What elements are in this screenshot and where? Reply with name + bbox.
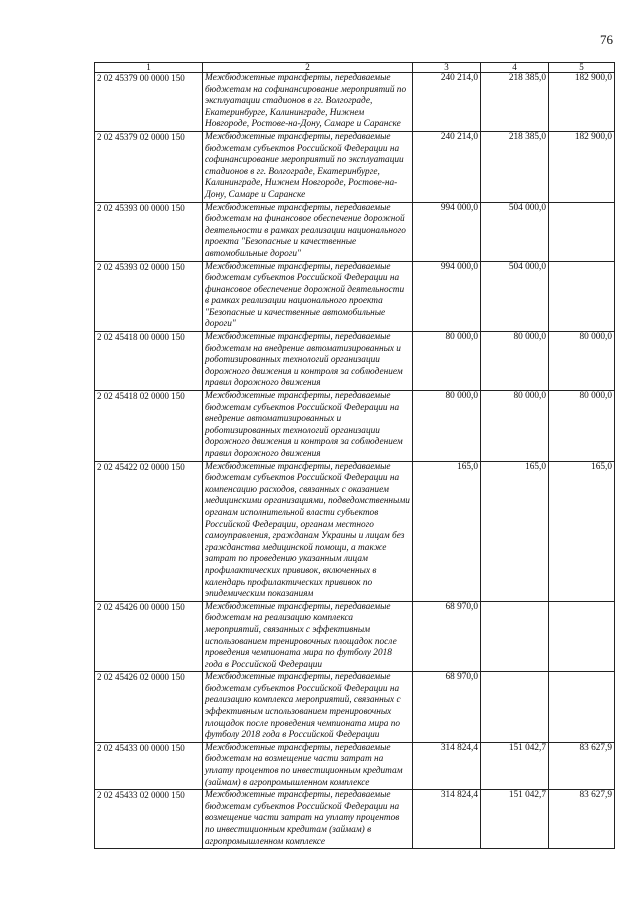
column-header-5: 5 bbox=[549, 63, 615, 73]
description-cell: Межбюджетные трансферты, передаваемые бюджетам субъектов Российской Федерации на внедрение автоматизированных и роботизированных технологий организации дорожного движения и контроля за соблюдением правил дорожного движения bbox=[203, 391, 413, 462]
description-cell: Межбюджетные трансферты, передаваемые бюджетам субъектов Российской Федерации на реализацию комплекса мероприятий, связанных с эффективным использованием тренировочных площадок после проведения чемпионата мира по футболу 2018 года в Российской Федерации bbox=[203, 672, 413, 743]
table-row bbox=[95, 461, 615, 601]
amount-col4-cell: 80 000,0 bbox=[481, 391, 549, 462]
amount-col5-cell: 182 900,0 bbox=[549, 131, 615, 202]
amount-col5-cell: 83 627,9 bbox=[549, 790, 615, 849]
page-number: 76 bbox=[600, 32, 613, 47]
table-row bbox=[95, 672, 615, 743]
budget-code-cell: 2 02 45393 02 0000 150 bbox=[95, 261, 203, 332]
amount-col4-cell: 80 000,0 bbox=[481, 332, 549, 391]
column-header-1: 1 bbox=[95, 63, 203, 73]
description-cell: Межбюджетные трансферты, передаваемые бюджетам субъектов Российской Федерации на софинансирование мероприятий по эксплуатации стадионов в гг. Волгограде, Екатеринбурге, Калининграде, Нижнем Новгороде, Ростове-на-Дону, Самаре и Саранске bbox=[203, 131, 413, 202]
budget-code-cell: 2 02 45426 02 0000 150 bbox=[95, 672, 203, 743]
amount-col3-cell: 240 214,0 bbox=[413, 131, 481, 202]
amount-col3-cell: 68 970,0 bbox=[413, 601, 481, 672]
budget-code-cell: 2 02 45379 00 0000 150 bbox=[95, 73, 203, 132]
description-cell: Межбюджетные трансферты, передаваемые бюджетам на финансовое обеспечение дорожной деятельности в рамках реализации национального проекта "Безопасные и качественные автомобильные дороги" bbox=[203, 202, 413, 261]
column-header-4: 4 bbox=[481, 63, 549, 73]
table-row bbox=[95, 202, 615, 261]
description-cell: Межбюджетные трансферты, передаваемые бюджетам на возмещение части затрат на уплату процентов по инвестиционным кредитам (займам) в агропромышленном комплексе bbox=[203, 742, 413, 789]
amount-col3-cell: 314 824,4 bbox=[413, 790, 481, 849]
budget-code-cell: 2 02 45426 00 0000 150 bbox=[95, 601, 203, 672]
amount-col5-cell bbox=[549, 202, 615, 261]
amount-col5-cell: 80 000,0 bbox=[549, 332, 615, 391]
amount-col4-cell: 218 385,0 bbox=[481, 73, 549, 132]
table-row bbox=[95, 261, 615, 332]
budget-code-cell: 2 02 45433 02 0000 150 bbox=[95, 790, 203, 849]
amount-col3-cell: 994 000,0 bbox=[413, 261, 481, 332]
budget-code-cell: 2 02 45418 00 0000 150 bbox=[95, 332, 203, 391]
budget-table bbox=[94, 62, 615, 849]
amount-col5-cell bbox=[549, 601, 615, 672]
column-header-3: 3 bbox=[413, 63, 481, 73]
table-row bbox=[95, 73, 615, 132]
table-row bbox=[95, 332, 615, 391]
column-header-2: 2 bbox=[203, 63, 413, 73]
amount-col4-cell: 218 385,0 bbox=[481, 131, 549, 202]
description-cell: Межбюджетные трансферты, передаваемые бюджетам субъектов Российской Федерации на финансовое обеспечение дорожной деятельности в рамках реализации национального проекта "Безопасные и качественные автомобильные дороги" bbox=[203, 261, 413, 332]
description-cell: Межбюджетные трансферты, передаваемые бюджетам субъектов Российской Федерации на компенсацию расходов, связанных с оказанием медицинскими организациями, подведомственными органам исполнительной власти субъектов Российской Федерации, органам местного самоуправления, гражданам Украины и лицам без гражданства медицинской помощи, а также затрат по проведению указанным лицам профилактических прививок, включенных в календарь профилактических прививок по эпидемическим показаниям bbox=[203, 461, 413, 601]
amount-col5-cell: 80 000,0 bbox=[549, 391, 615, 462]
amount-col5-cell: 83 627,9 bbox=[549, 742, 615, 789]
budget-code-cell: 2 02 45379 02 0000 150 bbox=[95, 131, 203, 202]
amount-col3-cell: 314 824,4 bbox=[413, 742, 481, 789]
table-row bbox=[95, 131, 615, 202]
table-row bbox=[95, 601, 615, 672]
amount-col3-cell: 165,0 bbox=[413, 461, 481, 601]
amount-col4-cell: 151 042,7 bbox=[481, 742, 549, 789]
amount-col4-cell: 504 000,0 bbox=[481, 261, 549, 332]
amount-col3-cell: 240 214,0 bbox=[413, 73, 481, 132]
budget-code-cell: 2 02 45418 02 0000 150 bbox=[95, 391, 203, 462]
amount-col3-cell: 80 000,0 bbox=[413, 391, 481, 462]
table-header-row bbox=[95, 63, 615, 73]
amount-col4-cell bbox=[481, 601, 549, 672]
description-cell: Межбюджетные трансферты, передаваемые бюджетам на реализацию комплекса мероприятий, связанных с эффективным использованием тренировочных площадок после проведения чемпионата мира по футболу 2018 года в Российской Федерации bbox=[203, 601, 413, 672]
budget-code-cell: 2 02 45422 02 0000 150 bbox=[95, 461, 203, 601]
description-cell: Межбюджетные трансферты, передаваемые бюджетам на внедрение автоматизированных и роботизированных технологий организации дорожного движения и контроля за соблюдением правил дорожного движения bbox=[203, 332, 413, 391]
amount-col5-cell bbox=[549, 672, 615, 743]
description-cell: Межбюджетные трансферты, передаваемые бюджетам на софинансирование мероприятий по эксплуатации стадионов в гг. Волгограде, Екатеринбурге, Калининграде, Нижнем Новгороде, Ростове-на-Дону, Самаре и Саранске bbox=[203, 73, 413, 132]
amount-col5-cell: 165,0 bbox=[549, 461, 615, 601]
table-row bbox=[95, 391, 615, 462]
amount-col4-cell: 151 042,7 bbox=[481, 790, 549, 849]
budget-code-cell: 2 02 45433 00 0000 150 bbox=[95, 742, 203, 789]
amount-col5-cell bbox=[549, 261, 615, 332]
amount-col3-cell: 80 000,0 bbox=[413, 332, 481, 391]
amount-col4-cell: 504 000,0 bbox=[481, 202, 549, 261]
amount-col4-cell bbox=[481, 672, 549, 743]
description-cell: Межбюджетные трансферты, передаваемые бюджетам субъектов Российской Федерации на возмещение части затрат на уплату процентов по инвестиционным кредитам (займам) в агропромышленном комплексе bbox=[203, 790, 413, 849]
table-row bbox=[95, 790, 615, 849]
amount-col3-cell: 68 970,0 bbox=[413, 672, 481, 743]
budget-code-cell: 2 02 45393 00 0000 150 bbox=[95, 202, 203, 261]
amount-col4-cell: 165,0 bbox=[481, 461, 549, 601]
table-row bbox=[95, 742, 615, 789]
amount-col3-cell: 994 000,0 bbox=[413, 202, 481, 261]
amount-col5-cell: 182 900,0 bbox=[549, 73, 615, 132]
